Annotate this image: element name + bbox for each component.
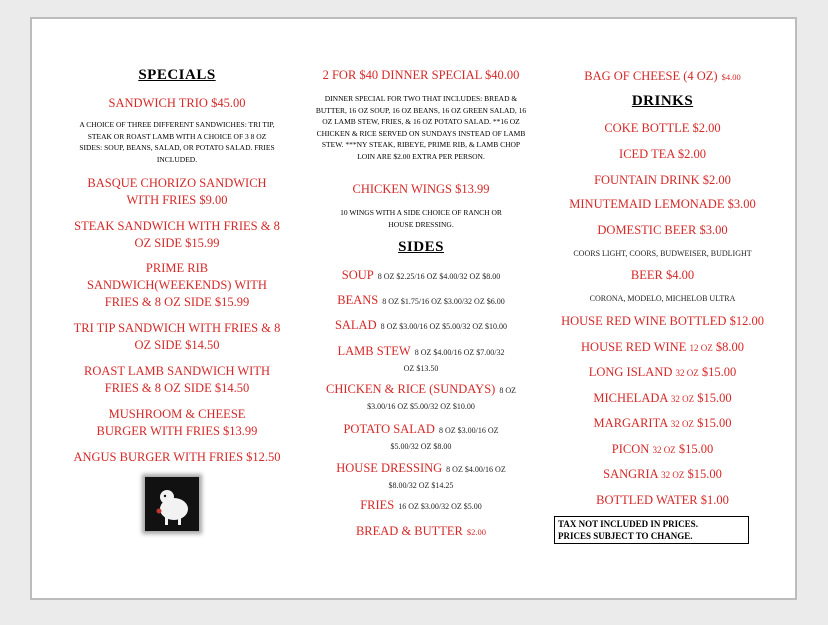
drink-size: 32 OZ: [675, 368, 699, 378]
menu-item: STEAK SANDWICH WITH FRIES & 8 OZ SIDE $15.99: [74, 219, 280, 250]
side-item: [314, 522, 528, 540]
side-item: [314, 496, 528, 514]
drink-price: $3.00: [727, 197, 756, 211]
side-prices: 8 OZ $1.75/16 OZ $3.00/32 OZ $6.00: [382, 297, 505, 306]
drink-name: MINUTEMAID LEMONADE: [569, 197, 725, 211]
dinner-special: 2 FOR $40 DINNER SPECIAL $40.00: [322, 68, 520, 82]
side-item: [338, 421, 504, 452]
drink-name: FOUNTAIN DRINK: [594, 173, 700, 187]
side-item: [314, 291, 528, 309]
sandwich-trio: SANDWICH TRIO $45.00: [108, 96, 246, 110]
side-prices: 8 OZ $3.00/16 OZ $5.00/32 OZ $10.00: [380, 322, 508, 331]
drink-price: $8.00: [715, 340, 744, 354]
side-name: LAMB STEW: [337, 344, 411, 358]
drink-name: ICED TEA: [619, 147, 675, 161]
domestic-beer-brands: COORS LIGHT, COORS, BUDWEISER, BUDLIGHT: [573, 249, 752, 258]
side-name: SALAD: [334, 318, 377, 332]
drink-price: $15.00: [697, 416, 732, 430]
side-prices: 8 OZ $2.25/16 OZ $4.00/32 OZ $8.00: [377, 272, 501, 281]
menu-sheet: [30, 17, 797, 600]
side-name: FRIES: [360, 498, 395, 512]
drink-name: BOTTLED WATER: [596, 493, 698, 507]
beer-brands: CORONA, MODELO, MICHELOB ULTRA: [589, 294, 736, 303]
drink-name: DOMESTIC BEER: [597, 223, 697, 237]
drink-size: 32 OZ: [670, 419, 694, 429]
drink-name: COKE BOTTLE: [604, 121, 690, 135]
side-name: SOUP: [341, 268, 374, 282]
drink-price: $12.00: [729, 314, 764, 328]
sheep-logo-icon: [145, 477, 199, 531]
drink-price: $3.00: [699, 223, 728, 237]
drink-item: [550, 415, 775, 433]
drink-item: [550, 120, 775, 138]
drink-item: [550, 313, 775, 331]
drink-item: [550, 466, 775, 484]
drink-size: 12 OZ: [689, 343, 713, 353]
drink-name: SANGRIA: [603, 467, 658, 481]
side-item: [336, 343, 506, 374]
tax-notice-line: PRICES SUBJECT TO CHANGE.: [558, 531, 693, 541]
drink-size: 32 OZ: [661, 470, 685, 480]
side-prices: $2.00: [466, 527, 487, 537]
drink-name: MARGARITA: [593, 416, 668, 430]
drink-item: [550, 492, 775, 510]
drink-price: $15.00: [697, 391, 732, 405]
side-name: CHICKEN & RICE (SUNDAYS): [325, 382, 496, 396]
side-name: BEANS: [337, 293, 379, 307]
drink-size: 32 OZ: [652, 445, 676, 455]
tax-notice-line: TAX NOT INCLUDED IN PRICES.: [558, 519, 698, 529]
drink-name: BEER: [630, 268, 663, 282]
side-prices: 8 OZ $3.00/16 OZ $5.00/32 OZ $10.00: [367, 386, 516, 411]
menu-item: ROAST LAMB SANDWICH WITH FRIES & 8 OZ SIDE $14.50: [84, 364, 270, 395]
bag-of-cheese-label: BAG OF CHEESE (4 OZ): [584, 69, 718, 83]
drink-price: $1.00: [700, 493, 729, 507]
drink-price: $15.00: [687, 467, 722, 481]
side-name: BREAD & BUTTER: [355, 524, 463, 538]
drinks-heading: DRINKS: [631, 93, 694, 109]
drink-item: [550, 222, 775, 240]
drink-item: [550, 339, 775, 357]
side-name: HOUSE DRESSING: [336, 461, 443, 475]
drink-item: [550, 172, 775, 190]
drink-item: [550, 267, 775, 285]
drink-item: [550, 146, 775, 164]
drink-price: $2.00: [677, 147, 706, 161]
sides-heading: SIDES: [398, 239, 444, 255]
drink-name: PICON: [611, 442, 650, 456]
drink-item: [550, 196, 775, 214]
wings-description: 10 WINGS WITH A SIDE CHOICE OF RANCH OR HOUSE DRESSING.: [340, 208, 502, 229]
menu-item: PRIME RIB SANDWICH(WEEKENDS) WITH FRIES & 8 OZ SIDE $15.99: [87, 261, 267, 309]
bag-of-cheese-price: $4.00: [721, 72, 741, 82]
specials-heading: SPECIALS: [138, 67, 216, 83]
menu-item: ANGUS BURGER WITH FRIES $12.50: [73, 450, 281, 464]
tax-notice: [554, 516, 749, 544]
menu-item: MUSHROOM & CHEESE BURGER WITH FRIES $13.99: [96, 407, 258, 438]
menu-item: BASQUE CHORIZO SANDWICH WITH FRIES $9.00: [87, 176, 267, 207]
drink-price: $4.00: [665, 268, 695, 282]
drink-price: $15.00: [701, 365, 737, 379]
drink-price: $2.00: [702, 173, 731, 187]
side-item: [314, 381, 528, 412]
side-prices: 8 OZ $4.00/16 OZ $8.00/32 OZ $14.25: [388, 465, 506, 490]
side-prices: 8 OZ $3.00/16 OZ $5.00/32 OZ $8.00: [390, 426, 499, 451]
drink-name: LONG ISLAND: [588, 365, 673, 379]
drink-name: MICHELADA: [593, 391, 668, 405]
sandwich-trio-description: A CHOICE OF THREE DIFFERENT SANDWICHES: TRI TIP, STEAK OR ROAST LAMB WITH A CHOICE OF 3 8 OZ SIDES: SOUP, BEANS, SALAD, OR POTATO SALAD. FRIES INCLUDED.: [79, 120, 275, 164]
side-prices: 16 OZ $3.00/32 OZ $5.00: [398, 502, 482, 511]
chicken-wings: CHICKEN WINGS $13.99: [352, 182, 490, 196]
drink-price: $15.00: [678, 442, 714, 456]
side-item: [314, 316, 528, 334]
menu-item: TRI TIP SANDWICH WITH FRIES & 8 OZ SIDE $14.50: [73, 321, 281, 352]
drink-item: [550, 390, 775, 408]
drink-name: HOUSE RED WINE BOTTLED: [561, 314, 727, 328]
side-name: POTATO SALAD: [343, 422, 435, 436]
dinner-special-description: DINNER SPECIAL FOR TWO THAT INCLUDES: BREAD & BUTTER, 16 OZ SOUP, 16 OZ BEANS, 16 OZ GREEN SALAD, 16 OZ LAMB STEW, FRIES, & 16 OZ POTATO SALAD. **16 OZ CHICKEN & RICE SERVED ON SUNDAYS INSTEAD OF LAMB STEW. ***NY STEAK, RIBEYE, PRIME RIB, & LAMB CHOP LOIN ARE $2.00 EXTRA PER PERSON.: [315, 94, 527, 161]
side-item: [314, 266, 528, 284]
drink-size: 32 OZ: [670, 394, 695, 404]
drink-price: $2.00: [692, 121, 721, 135]
side-item: [324, 460, 518, 491]
drink-item: [550, 364, 775, 382]
side-prices: 8 OZ $4.00/16 OZ $7.00/32 OZ $13.50: [403, 348, 505, 373]
bag-of-cheese: [550, 67, 775, 85]
drink-name: HOUSE RED WINE: [581, 340, 687, 354]
drink-item: [550, 441, 775, 459]
